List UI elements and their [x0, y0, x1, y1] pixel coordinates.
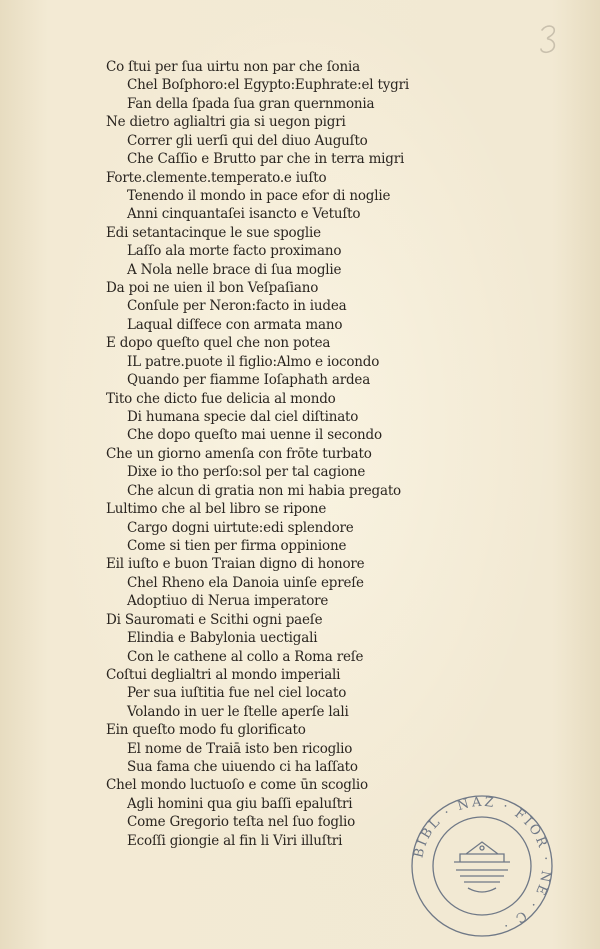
poem-line: Fan della ſpada ſua gran quernmonia	[127, 95, 375, 112]
poem-line: Co ſtui per ſua uirtu non par che ſonia	[106, 59, 360, 75]
poem-line: Edi setantacinque le sue spoglie	[106, 224, 321, 241]
poem-text-block	[106, 58, 409, 850]
poem-line: Che un giorno amenſa con frōte turbato	[106, 445, 372, 462]
poem-line: Ne dietro aglialtri gia si uegon pigri	[106, 114, 346, 131]
poem-line: Lultimo che al bel libro se ripone	[106, 501, 327, 518]
poem-line: Che dopo queſto mai uenne il secondo	[127, 427, 382, 444]
poem-line: Cargo dogni uirtute:edi splendore	[127, 519, 354, 536]
poem-line: Elindia e Babylonia uectigali	[127, 630, 318, 647]
library-stamp	[408, 792, 556, 940]
poem-line: Per sua iuſtitia fue nel ciel locato	[127, 685, 347, 702]
poem-line: Correr gli uerſi qui del diuo Auguſto	[127, 132, 368, 149]
poem-line: Ecoſſi giongie al fin li Viri illuſtri	[127, 832, 343, 849]
poem-line: Chel mondo luctuoſo e come ūn scoglio	[106, 777, 368, 794]
poem-line: El nome de Traiā isto ben ricoglio	[127, 740, 353, 757]
poem-line: Chel Boſphoro:el Egypto:Euphrate:el tygri	[127, 77, 409, 94]
poem-line: Dixe io tho perſo:sol per tal cagione	[127, 464, 366, 481]
poem-line: Che Caſſio e Brutto par che in terra migri	[127, 151, 405, 168]
poem-line: Tito che dicto fue delicia al mondo	[106, 390, 336, 407]
poem-line: IL patre.puote il figlio:Almo e iocondo	[127, 353, 380, 370]
poem-line: Conſule per Neron:facto in iudea	[127, 298, 347, 315]
poem-line: Sua fama che uiuendo ci ha laſſato	[127, 759, 358, 776]
poem-line: Come Gregorio teſta nel ſuo foglio	[127, 814, 356, 831]
poem-line: Come si tien per firma oppinione	[127, 537, 347, 554]
poem-line: Quando per fiamme Ioſaphath ardea	[127, 372, 371, 389]
poem-line: A Nola nelle brace di ſua moglie	[127, 261, 342, 278]
folio-number-mark	[538, 22, 560, 56]
poem-line: Volando in uer le ſtelle aperſe lali	[127, 703, 349, 720]
poem-line: Agli homini qua giu baſſi epaluſtri	[127, 795, 353, 812]
poem-line: Chel Rheno ela Danoia uinſe epreſe	[127, 574, 364, 591]
poem-line: Con le cathene al collo a Roma reſe	[127, 648, 364, 665]
poem-line: Da poi ne uien il bon Veſpaſiano	[106, 280, 319, 297]
poem-line: Coſtui deglialtri al mondo imperiali	[106, 666, 341, 683]
poem-line: Di humana specie dal ciel diſtinato	[127, 409, 359, 426]
poem-line: Laqual diſfece con armata mano	[127, 316, 343, 333]
stamp-ring-text: BIBL · NAZ · FIOR · NE · C ·	[411, 794, 554, 934]
poem-line: Forte.clemente.temperato.e iuſto	[106, 169, 327, 186]
poem-line: Di Sauromati e Scithi ogni paeſe	[106, 611, 323, 628]
poem-line: Che alcun di gratia non mi habia pregato	[127, 482, 401, 499]
poem-line: Tenendo il mondo in pace efor di noglie	[127, 187, 391, 204]
poem-line: Anni cinquantaſei isancto e Vetuſto	[127, 206, 361, 223]
poem-line: Adoptiuo di Nerua imperatore	[127, 593, 329, 610]
poem-line: Ein queſto modo fu glorificato	[106, 722, 306, 739]
poem-line: E dopo queſto quel che non potea	[106, 335, 331, 352]
poem-line: Laſſo ala morte facto proximano	[127, 243, 342, 260]
poem-line: Eil iuſto e buon Traian digno di honore	[106, 556, 365, 573]
